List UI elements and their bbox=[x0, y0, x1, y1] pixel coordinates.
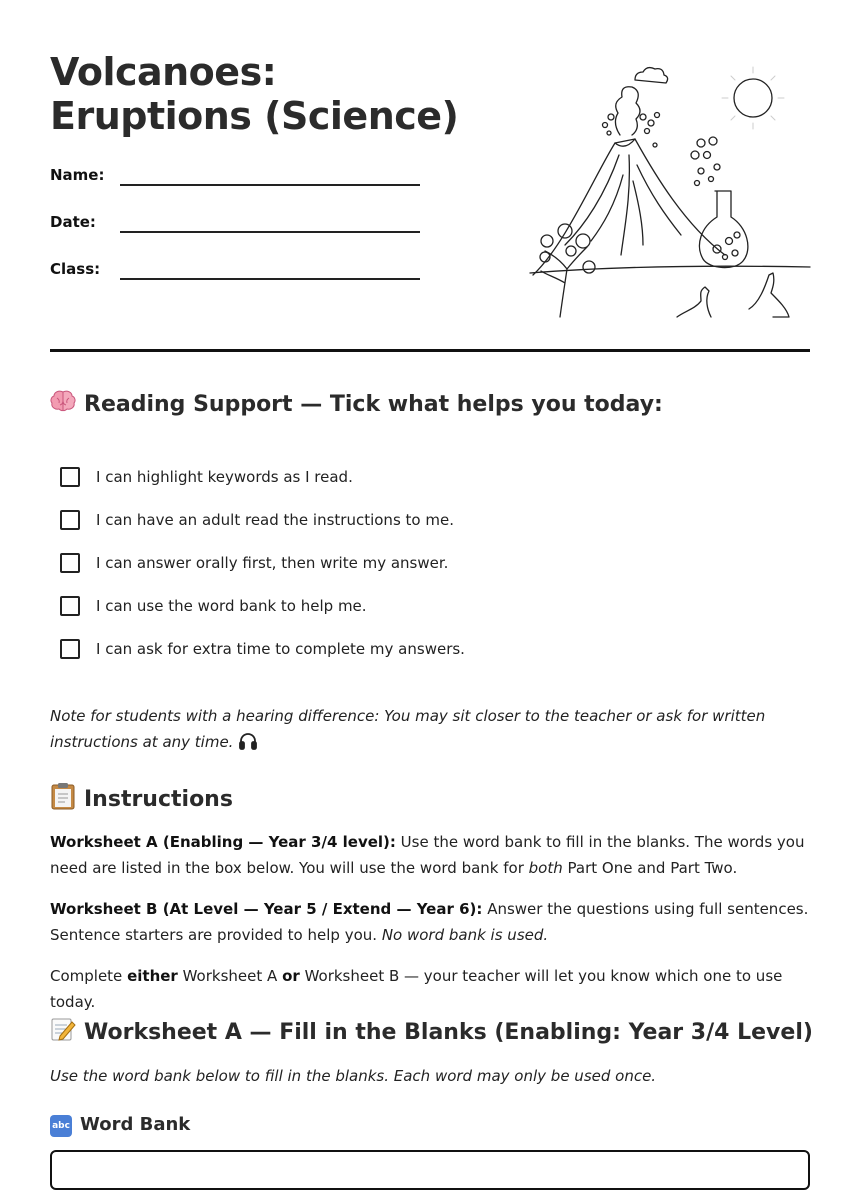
worksheet-a-heading bbox=[50, 1016, 813, 1048]
cloud-icon bbox=[635, 68, 668, 83]
support-option-4[interactable] bbox=[60, 593, 367, 619]
eruption-plume bbox=[603, 87, 660, 147]
date-label: Date: bbox=[50, 213, 96, 231]
worksheet-a-title: Worksheet A — Fill in the Blanks (Enabling: Year 3/4 Level) bbox=[84, 1019, 813, 1045]
date-line[interactable] bbox=[120, 230, 420, 233]
name-line[interactable] bbox=[120, 183, 420, 186]
memo-icon bbox=[50, 1016, 76, 1048]
support-option-label: I can have an adult read the instructions to me. bbox=[96, 511, 454, 529]
class-label: Class: bbox=[50, 260, 101, 278]
word-bank-heading bbox=[50, 1112, 190, 1137]
checkbox[interactable] bbox=[60, 467, 80, 487]
checkbox[interactable] bbox=[60, 639, 80, 659]
completion-instructions bbox=[50, 963, 815, 1015]
header-divider bbox=[50, 349, 810, 352]
support-option-5[interactable] bbox=[60, 636, 465, 662]
headphones-icon bbox=[238, 732, 258, 758]
word-bank-title: Word Bank bbox=[80, 1114, 191, 1135]
support-option-2[interactable] bbox=[60, 507, 454, 533]
animal-icon bbox=[677, 273, 789, 317]
hearing-note bbox=[50, 703, 815, 758]
abc-icon-text: abc bbox=[50, 1115, 72, 1137]
completion-either: either bbox=[127, 967, 178, 985]
clipboard-icon bbox=[50, 782, 76, 816]
worksheet-a-text-end: Part One and Part Two. bbox=[567, 859, 738, 877]
worksheet-a-text: Use the word bank to fill in the blanks. The words you need are listed in the box below. You will use the word bank for bbox=[50, 833, 805, 877]
worksheet-a-instructions bbox=[50, 829, 815, 881]
class-line[interactable] bbox=[120, 277, 420, 280]
support-option-label: I can use the word bank to help me. bbox=[96, 597, 367, 615]
brain-icon bbox=[50, 390, 76, 418]
class-field[interactable] bbox=[50, 260, 420, 290]
checkbox[interactable] bbox=[60, 553, 80, 573]
sun-icon bbox=[722, 67, 784, 129]
completion-text-1: Complete bbox=[50, 967, 123, 985]
support-option-1[interactable] bbox=[60, 464, 353, 490]
instructions-title: Instructions bbox=[84, 786, 233, 812]
support-option-3[interactable] bbox=[60, 550, 448, 576]
checkbox[interactable] bbox=[60, 596, 80, 616]
checkbox[interactable] bbox=[60, 510, 80, 530]
worksheet-b-label: Worksheet B (At Level — Year 5 / Extend — Year 6): bbox=[50, 900, 483, 918]
worksheet-b-instructions bbox=[50, 896, 815, 948]
reading-support-heading bbox=[50, 390, 663, 418]
reading-support-title: Reading Support — Tick what helps you today: bbox=[84, 391, 663, 417]
abc-icon bbox=[50, 1112, 72, 1137]
support-option-label: I can highlight keywords as I read. bbox=[96, 468, 353, 486]
worksheet-b-text: Answer the questions using full sentences. Sentence starters are provided to help you. bbox=[50, 900, 809, 944]
worksheet-a-subtitle: Use the word bank below to fill in the blanks. Each word may only be used once. bbox=[50, 1067, 657, 1085]
name-label: Name: bbox=[50, 166, 105, 184]
instructions-heading bbox=[50, 782, 233, 816]
completion-text-2: Worksheet A bbox=[182, 967, 278, 985]
support-option-label: I can answer orally first, then write my answer. bbox=[96, 554, 449, 572]
worksheet-b-emphasis: No word bank is used. bbox=[381, 926, 549, 944]
worksheet-a-label: Worksheet A (Enabling — Year 3/4 level): bbox=[50, 833, 396, 851]
worksheet-a-emphasis: both bbox=[528, 859, 563, 877]
completion-text-3: Worksheet B — your teacher will let you know which one to use today. bbox=[50, 967, 783, 1011]
word-bank-box bbox=[50, 1150, 810, 1190]
volcano-illustration bbox=[525, 55, 815, 325]
support-option-label: I can ask for extra time to complete my answers. bbox=[96, 640, 465, 658]
date-field[interactable] bbox=[50, 213, 420, 243]
page-title: Volcanoes: Eruptions (Science) bbox=[50, 50, 459, 138]
hearing-note-text: Note for students with a hearing difference: You may sit closer to the teacher or ask for written instructions at any time. bbox=[50, 707, 766, 751]
ground-line bbox=[530, 266, 810, 273]
flask-icon bbox=[691, 137, 748, 268]
completion-or: or bbox=[282, 967, 300, 985]
name-field[interactable] bbox=[50, 166, 420, 196]
